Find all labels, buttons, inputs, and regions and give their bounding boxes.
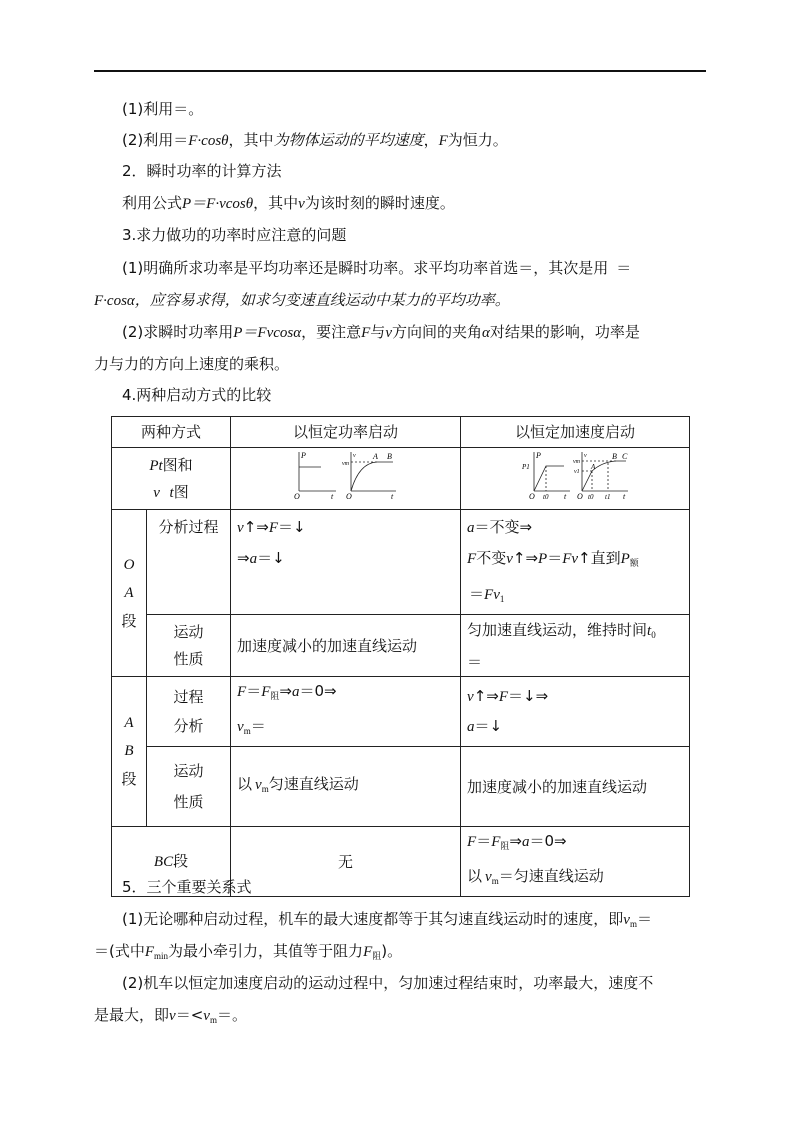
header-rule bbox=[94, 70, 706, 72]
ab-accel-nature: 加速度减小的加速直线运动 bbox=[461, 747, 690, 827]
label-a: A bbox=[372, 451, 378, 461]
para-6: (2)求瞬时功率用P＝Fvcosα，要注意F与v方向间的夹角α对结果的影响，功率是 bbox=[122, 323, 640, 341]
oa-accel-analysis: a＝不变⇒ F不变v↑⇒P＝Fv↑直到$P_额$ $=Fv_1$ bbox=[461, 510, 690, 615]
label-p1: P1 bbox=[522, 462, 530, 471]
para-1: (1)利用＝。 bbox=[122, 100, 204, 118]
heading-4: 4.两种启动方式的比较 bbox=[122, 386, 272, 404]
graph-constant-power bbox=[231, 448, 461, 510]
para-2: (2)利用＝F·cosθ，其中为物体运动的平均速度，F为恒力。 bbox=[122, 131, 508, 149]
header-constant-accel: 以恒定加速度启动 bbox=[461, 417, 690, 448]
label-p: P bbox=[536, 450, 541, 460]
label-v: v bbox=[352, 452, 356, 459]
accel-graphs bbox=[520, 449, 630, 499]
para-7: 力与力的方向上速度的乘积。 bbox=[94, 355, 290, 373]
segment-ab-label: A B 段 bbox=[112, 677, 147, 827]
para-3: 利用公式P＝F·vcosθ，其中v为该时刻的瞬时速度。 bbox=[122, 194, 455, 212]
label-v: v bbox=[584, 452, 587, 459]
para-5: F·cosα，应容易求得，如求匀变速直线运动中某力的平均功率。 bbox=[94, 291, 510, 309]
label-vm: vm bbox=[341, 460, 349, 467]
label-vm: vm bbox=[573, 458, 581, 465]
ab-process-label: 过程 分析 bbox=[147, 677, 231, 747]
ab-motion-label: 运动 性质 bbox=[147, 747, 231, 827]
para-11: 是最大，即$v=<v_m=$。 bbox=[94, 1006, 247, 1025]
segment-oa-label: O A 段 bbox=[112, 510, 147, 677]
label-p: P bbox=[300, 450, 306, 460]
para-8: (1)无论哪种启动过程，机车的最大速度都等于其匀速直线运动时的速度，即$v_m=$ bbox=[122, 910, 652, 929]
oa-power-analysis: v↑⇒F＝↓ ⇒a＝↓ bbox=[231, 510, 461, 615]
heading-5: 5．三个重要关系式 bbox=[122, 878, 252, 896]
header-constant-power: 以恒定功率启动 bbox=[231, 417, 461, 448]
label-o2: O bbox=[345, 491, 352, 499]
graph-row-label: Pt图和 v t图 bbox=[112, 448, 231, 510]
heading-3: 3.求力做功的功率时应注意的问题 bbox=[122, 226, 347, 244]
oa-accel-nature: 匀加速直线运动，维持时间$t_0$ ＝ bbox=[461, 615, 690, 677]
para-10: (2)机车以恒定加速度启动的运动过程中，匀加速过程结束时，功率最大，速度不 bbox=[122, 974, 654, 992]
label-v1: v1 bbox=[574, 468, 580, 475]
label-t1: t1 bbox=[605, 492, 611, 499]
label-t0b: t0 bbox=[588, 492, 594, 499]
label-t0: t0 bbox=[543, 492, 549, 499]
label-t: t bbox=[564, 491, 567, 499]
oa-motion-label: 运动 性质 bbox=[147, 615, 231, 677]
startup-comparison-table bbox=[111, 416, 690, 897]
oa-power-nature: 加速度减小的加速直线运动 bbox=[231, 615, 461, 677]
header-mode: 两种方式 bbox=[112, 417, 231, 448]
label-c: C bbox=[622, 451, 628, 461]
label-t2: t bbox=[623, 491, 626, 499]
bc-power: 无 bbox=[231, 827, 461, 897]
label-t: t bbox=[330, 491, 333, 499]
label-o: O bbox=[529, 491, 535, 499]
graph-constant-accel bbox=[461, 448, 690, 510]
ab-power-nature: 以 $v_m$匀速直线运动 bbox=[231, 747, 461, 827]
ab-power-analysis: $F=F_阻\Rightarrow a=0\Rightarrow$ $v_m=$ bbox=[231, 677, 461, 747]
label-b: B bbox=[612, 451, 617, 461]
power-graphs bbox=[291, 449, 401, 499]
ab-accel-analysis: v↑⇒F＝↓⇒ a＝↓ bbox=[461, 677, 690, 747]
segment-bc-label: BC段 bbox=[112, 827, 231, 897]
para-9: ＝(式中$F_{min}$为最小牵引力，其值等于阻力$F_阻$)。 bbox=[94, 942, 403, 962]
label-t2: t bbox=[390, 491, 393, 499]
bc-accel: $F=F_阻\Rightarrow a=0\Rightarrow$ 以 $v_m=$匀速直线运动 bbox=[461, 827, 690, 897]
label-o: O bbox=[293, 491, 300, 499]
heading-2: 2．瞬时功率的计算方法 bbox=[122, 162, 282, 180]
para-4: (1)明确所求功率是平均功率还是瞬时功率。求平均功率首选＝，其次是用 ＝ bbox=[122, 259, 632, 277]
label-o2: O bbox=[577, 491, 583, 499]
oa-analysis-label: 分析过程 bbox=[147, 510, 231, 615]
label-a: A bbox=[591, 462, 596, 471]
label-b: B bbox=[386, 451, 392, 461]
